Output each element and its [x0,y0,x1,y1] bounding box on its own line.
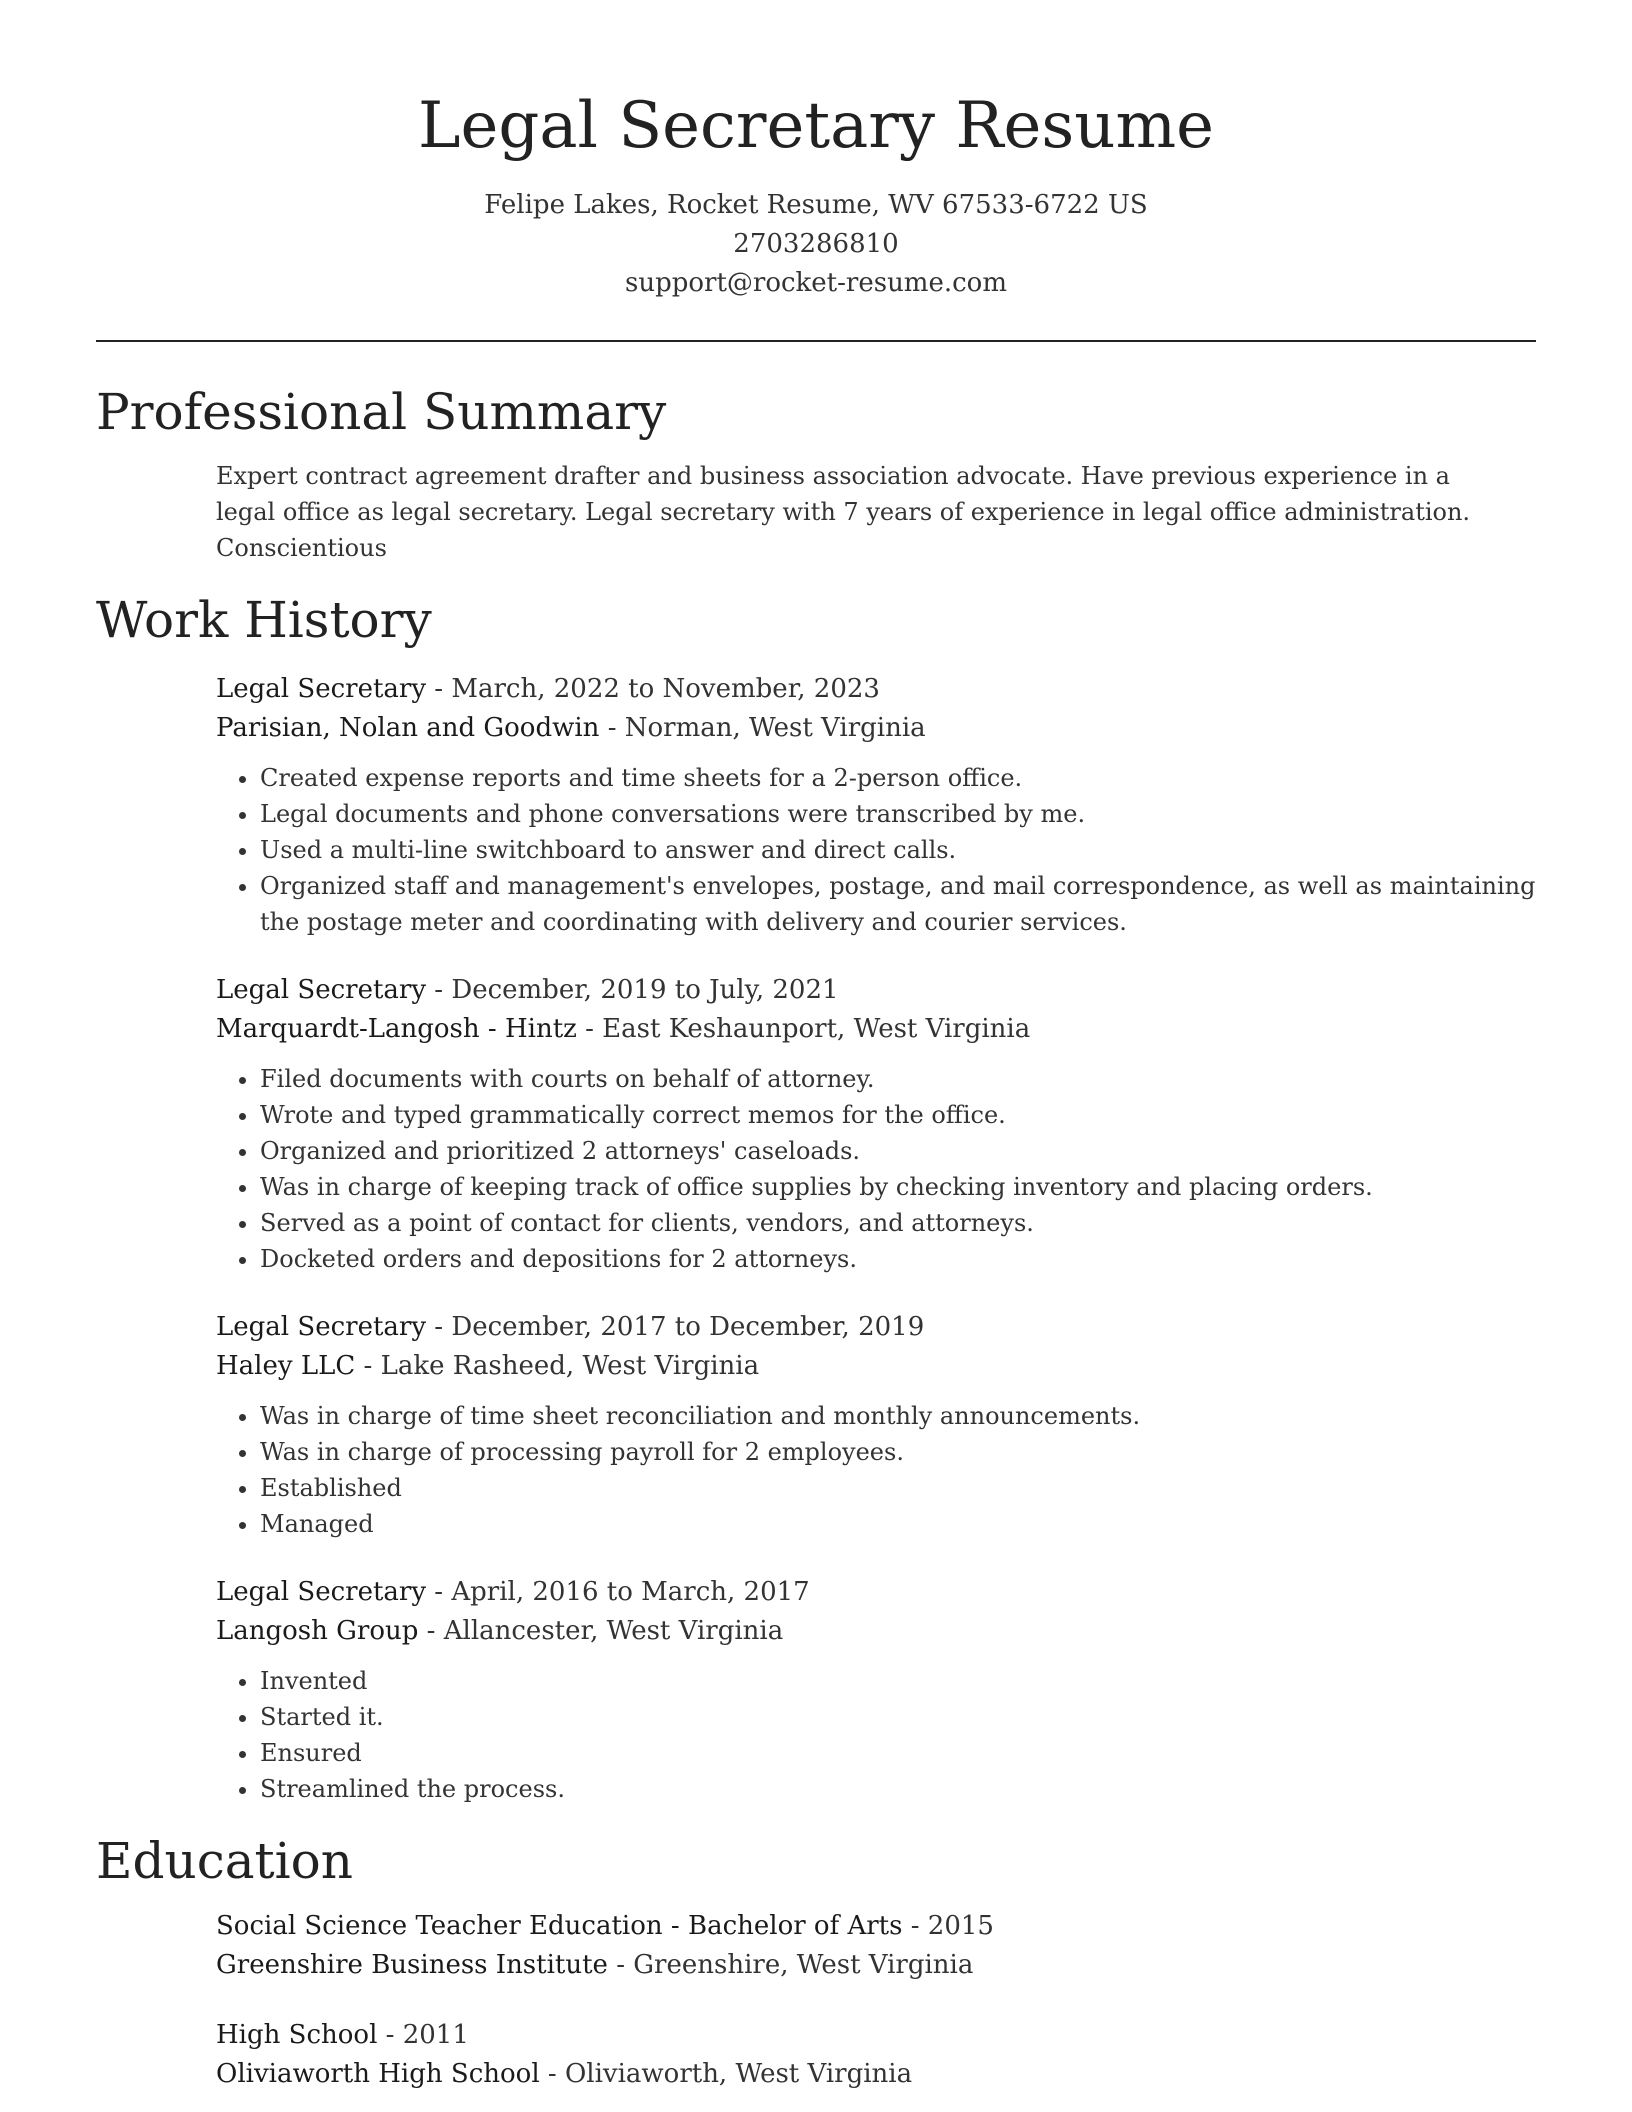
education-school: Greenshire Business Institute [216,1950,608,1980]
job-bullets [216,760,1536,940]
job-entry [216,1308,1536,1542]
resume-header [96,0,1536,303]
contact-phone: 2703286810 [733,229,899,259]
job-company-line [216,1347,1536,1386]
contact-email: support@rocket-resume.com [624,268,1007,298]
job-title-line [216,971,1536,1010]
job-company: Marquardt-Langosh - Hintz [216,1014,577,1044]
summary-heading: Professional Summary [96,383,667,441]
education-school-line [216,2055,1536,2094]
education-location: - Oliviaworth, West Virginia [539,2059,913,2089]
job-bullet: • Was in charge of processing payroll for 2 employees. [260,1434,1536,1470]
education-degree-line [216,2016,1536,2055]
job-location: - East Keshaunport, West Virginia [576,1014,1031,1044]
job-company-line [216,709,1536,748]
job-bullet: • Legal documents and phone conversations were transcribed by me. [260,796,1536,832]
job-company-line [216,1612,1536,1651]
education-entry [216,1907,1536,1985]
education-school: Oliviaworth High School [216,2059,540,2089]
job-entry [216,670,1536,940]
job-bullet: • Streamlined the process. [260,1771,1536,1807]
job-entry [216,1573,1536,1807]
job-title-line [216,670,1536,709]
job-company: Langosh Group [216,1616,419,1646]
education-location: - Greenshire, West Virginia [607,1950,974,1980]
job-bullet: • Ensured [260,1735,1536,1771]
job-dates: - April, 2016 to March, 2017 [426,1577,810,1607]
job-company: Parisian, Nolan and Goodwin [216,713,600,743]
job-title-line [216,1573,1536,1612]
education-school-line [216,1946,1536,1985]
job-bullet: • Established [260,1470,1536,1506]
education-year: - 2015 [902,1911,994,1941]
job-dates: - March, 2022 to November, 2023 [426,674,880,704]
job-dates: - December, 2017 to December, 2019 [426,1312,925,1342]
job-bullets [216,1061,1536,1277]
job-bullet: • Used a multi-line switchboard to answer and direct calls. [260,832,1536,868]
job-title: Legal Secretary [216,975,427,1005]
work-history-heading: Work History [96,591,432,649]
job-company: Haley LLC [216,1351,356,1381]
education-year: - 2011 [377,2020,469,2050]
job-bullet: • Organized and prioritized 2 attorneys' caseloads. [260,1133,1536,1169]
contact-address: Felipe Lakes, Rocket Resume, WV 67533-6722 US [484,190,1148,220]
job-bullet: • Was in charge of keeping track of office supplies by checking inventory and placing orders. [260,1169,1536,1205]
job-title: Legal Secretary [216,1577,427,1607]
job-bullet: • Was in charge of time sheet reconciliation and monthly announcements. [260,1398,1536,1434]
job-bullet: • Created expense reports and time sheets for a 2-person office. [260,760,1536,796]
job-location: - Lake Rasheed, West Virginia [355,1351,760,1381]
job-company-line [216,1010,1536,1049]
job-title-line [216,1308,1536,1347]
job-bullet: • Managed [260,1506,1536,1542]
job-bullet: • Invented [260,1663,1536,1699]
contact-block [96,186,1536,303]
job-title: Legal Secretary [216,1312,427,1342]
education-heading: Education [96,1832,353,1890]
education-entry [216,2016,1536,2094]
header-divider [96,340,1536,342]
job-entry [216,971,1536,1277]
job-dates: - December, 2019 to July, 2021 [426,975,839,1005]
job-bullet: • Filed documents with courts on behalf of attorney. [260,1061,1536,1097]
job-bullets [216,1663,1536,1807]
job-location: - Norman, West Virginia [599,713,926,743]
job-bullet: • Started it. [260,1699,1536,1735]
job-bullet: • Docketed orders and depositions for 2 attorneys. [260,1241,1536,1277]
education-degree: Social Science Teacher Education - Bachelor of Arts [216,1911,903,1941]
summary-text: Expert contract agreement drafter and business association advocate. Have previous experience in a legal office as legal secretary. Legal secretary with 7 years of experience in legal office administration. Conscientious [216,462,1471,562]
education-degree: High School [216,2020,378,2050]
education-degree-line [216,1907,1536,1946]
job-bullet: • Served as a point of contact for clients, vendors, and attorneys. [260,1205,1536,1241]
resume-title: Legal Secretary Resume [418,89,1214,163]
job-bullets [216,1398,1536,1542]
job-bullet: • Organized staff and management's envelopes, postage, and mail correspondence, as well as maintaining the postage meter and coordinating with delivery and courier services. [260,868,1536,940]
job-location: - Allancester, West Virginia [418,1616,784,1646]
job-bullet: • Wrote and typed grammatically correct memos for the office. [260,1097,1536,1133]
job-title: Legal Secretary [216,674,427,704]
